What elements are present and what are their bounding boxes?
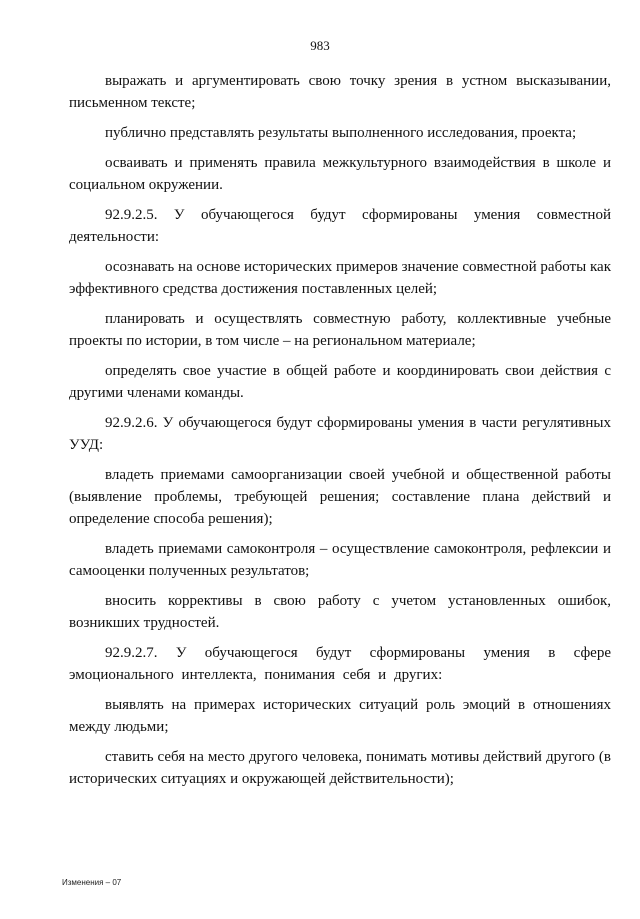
paragraph: осознавать на основе исторических примеров значение совместной работы как эффективного средства достижения поставленных целей; xyxy=(69,259,611,297)
paragraph: выражать и аргументировать свою точку зрения в устном высказывании, письменном тексте; xyxy=(69,73,611,111)
paragraph: владеть приемами самоконтроля – осуществление самоконтроля, рефлексии и самооценки полученных результатов; xyxy=(69,541,611,579)
section-heading-92-9-2-7: 92.9.2.7. У обучающегося будут сформированы умения в сфере эмоционального интеллекта, понимания себя и других: xyxy=(69,645,611,683)
section-heading-92-9-2-5: 92.9.2.5. У обучающегося будут сформированы умения совместной деятельности: xyxy=(69,207,611,245)
paragraph: выявлять на примерах исторических ситуаций роль эмоций в отношениях между людьми; xyxy=(69,697,611,735)
paragraph: осваивать и применять правила межкультурного взаимодействия в школе и социальном окружении. xyxy=(69,155,611,193)
document-body xyxy=(69,70,611,798)
paragraph: планировать и осуществлять совместную работу, коллективные учебные проекты по истории, в том числе – на региональном материале; xyxy=(69,311,611,349)
paragraph: владеть приемами самоорганизации своей учебной и общественной работы (выявление проблемы, требующей решения; составление плана действий и определение способа решения); xyxy=(69,467,611,527)
footer-revision-note: Изменения – 07 xyxy=(62,878,122,887)
paragraph: публично представлять результаты выполненного исследования, проекта; xyxy=(105,125,577,141)
page-number: 983 xyxy=(310,38,330,53)
section-heading-92-9-2-6: 92.9.2.6. У обучающегося будут сформированы умения в части регулятивных УУД: xyxy=(69,415,611,453)
paragraph: определять свое участие в общей работе и координировать свои действия с другими членами команды. xyxy=(69,363,611,401)
paragraph: ставить себя на место другого человека, понимать мотивы действий другого (в исторических ситуациях и окружающей действительности); xyxy=(69,749,611,787)
paragraph: вносить коррективы в свою работу с учетом установленных ошибок, возникших трудностей. xyxy=(69,593,611,631)
